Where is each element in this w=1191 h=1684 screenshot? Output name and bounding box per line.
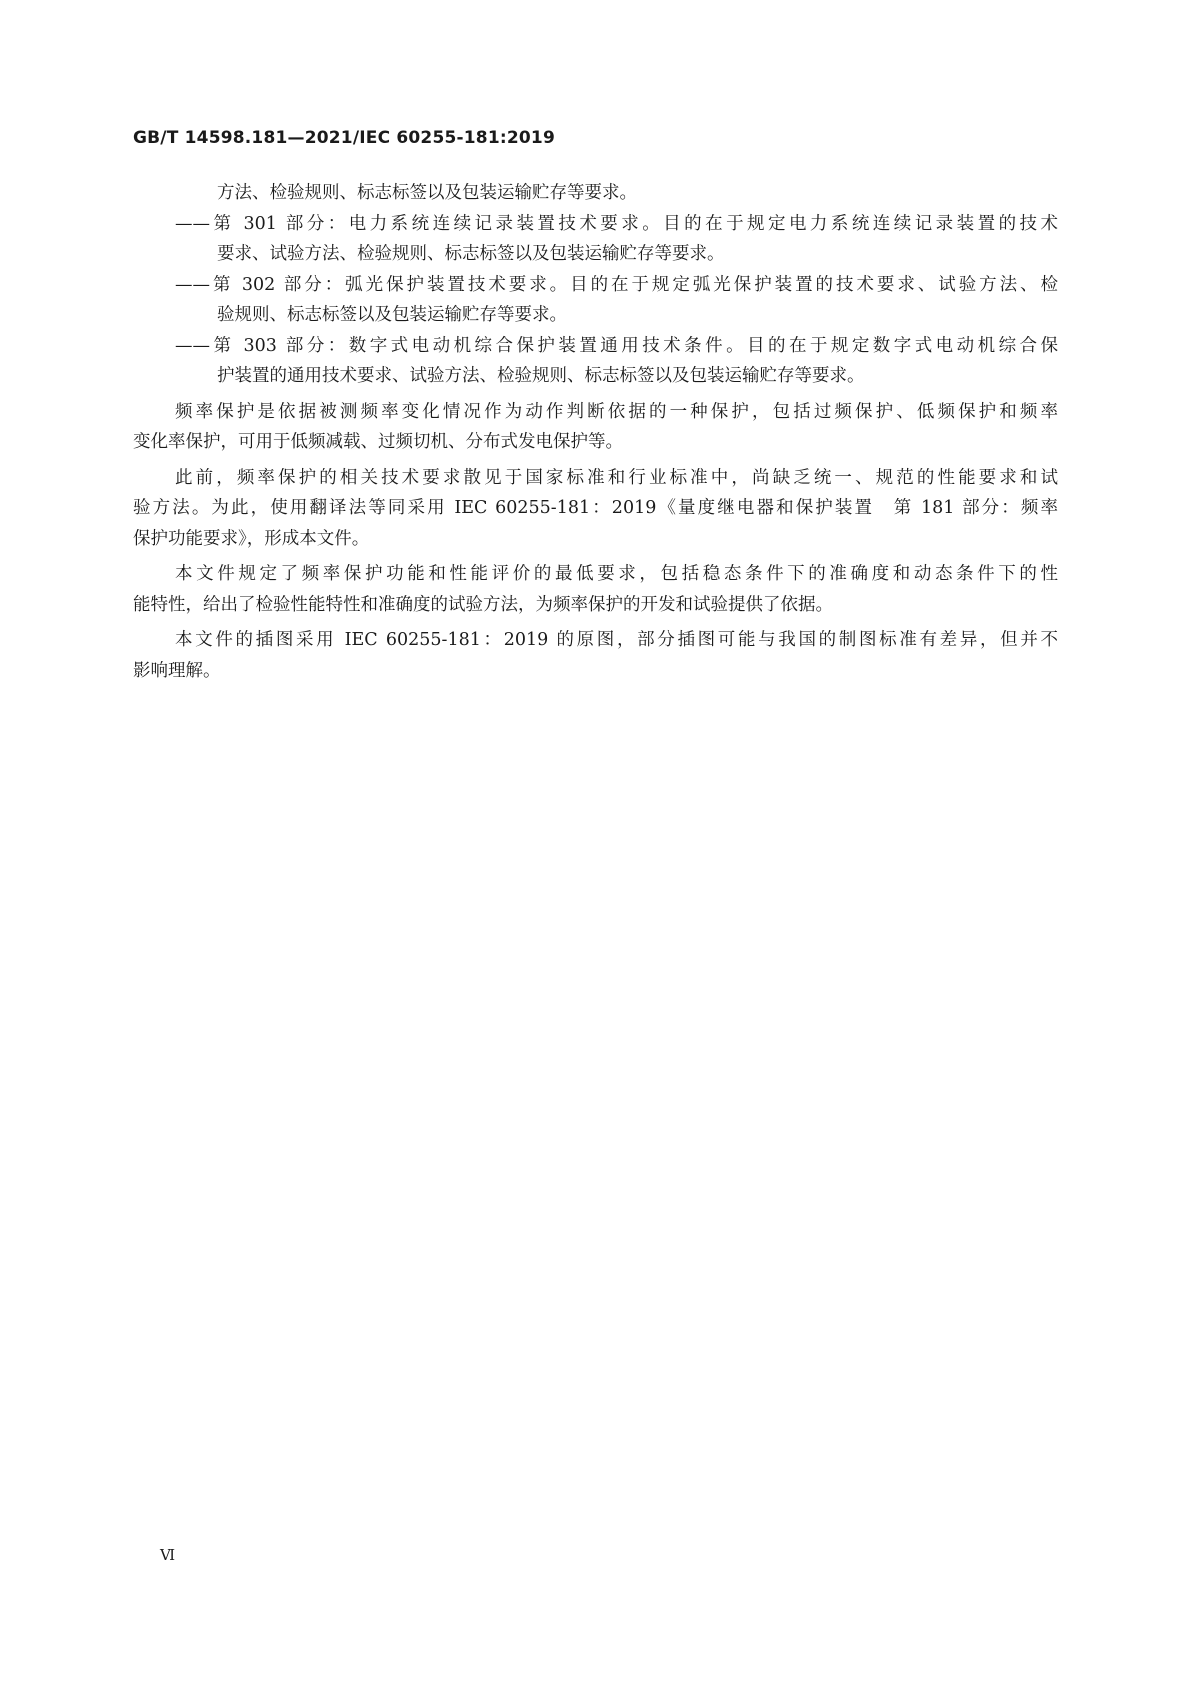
text-line: 影响理解。 bbox=[133, 660, 221, 681]
text-line: 验规则、标志标签以及包装运输贮存等要求。 bbox=[217, 305, 567, 325]
list-item-part-301 bbox=[133, 209, 1058, 270]
paragraph-figures bbox=[133, 625, 1058, 686]
document-body bbox=[133, 178, 1058, 686]
text-line: 要求、试验方法、检验规则、标志标签以及包装运输贮存等要求。 bbox=[217, 244, 725, 264]
paragraph-scope bbox=[133, 559, 1058, 620]
text-line: 护装置的通用技术要求、试验方法、检验规则、标志标签以及包装运输贮存等要求。 bbox=[217, 366, 865, 386]
text-line: 能特性，给出了检验性能特性和准确度的试验方法，为频率保护的开发和试验提供了依据。 bbox=[133, 594, 833, 615]
text-line: 保护功能要求》，形成本文件。 bbox=[133, 528, 370, 549]
document-header: GB/T 14598.181—2021/IEC 60255-181:2019 bbox=[133, 128, 555, 148]
text-line: 本文件规定了频率保护功能和性能评价的最低要求，包括稳态条件下的准确度和动态条件下的性 bbox=[175, 564, 1058, 584]
list-item-part-302 bbox=[133, 270, 1058, 331]
text-line: 验方法。为此，使用翻译法等同采用 IEC 60255-181：2019《量度继电器和保护装置 第 181 部分：频率 bbox=[133, 498, 1058, 518]
text-line: ——第 303 部分：数字式电动机综合保护装置通用技术条件。目的在于规定数字式电动机综合保 bbox=[175, 335, 1058, 356]
text-line: 此前，频率保护的相关技术要求散见于国家标准和行业标准中，尚缺乏统一、规范的性能要求和试 bbox=[175, 467, 1058, 488]
text-line: ——第 302 部分：弧光保护装置技术要求。目的在于规定弧光保护装置的技术要求、试验方法、检 bbox=[175, 274, 1058, 295]
page-number: Ⅵ bbox=[160, 1546, 176, 1564]
list-item-part-303 bbox=[133, 331, 1058, 392]
paragraph-frequency-protection bbox=[133, 397, 1058, 458]
text-line: 本文件的插图采用 IEC 60255-181：2019 的原图，部分插图可能与我国的制图标准有差异，但并不 bbox=[175, 630, 1058, 650]
text-line: 变化率保护，可用于低频减载、过频切机、分布式发电保护等。 bbox=[133, 432, 623, 452]
text-line: ——第 301 部分：电力系统连续记录装置技术要求。目的在于规定电力系统连续记录装置的技术 bbox=[175, 213, 1058, 234]
list-continuation bbox=[133, 178, 1058, 209]
text-line: 频率保护是依据被测频率变化情况作为动作判断依据的一种保护，包括过频保护、低频保护和频率 bbox=[175, 401, 1058, 422]
text-line: 方法、检验规则、标志标签以及包装运输贮存等要求。 bbox=[217, 183, 637, 203]
paragraph-background bbox=[133, 463, 1058, 555]
